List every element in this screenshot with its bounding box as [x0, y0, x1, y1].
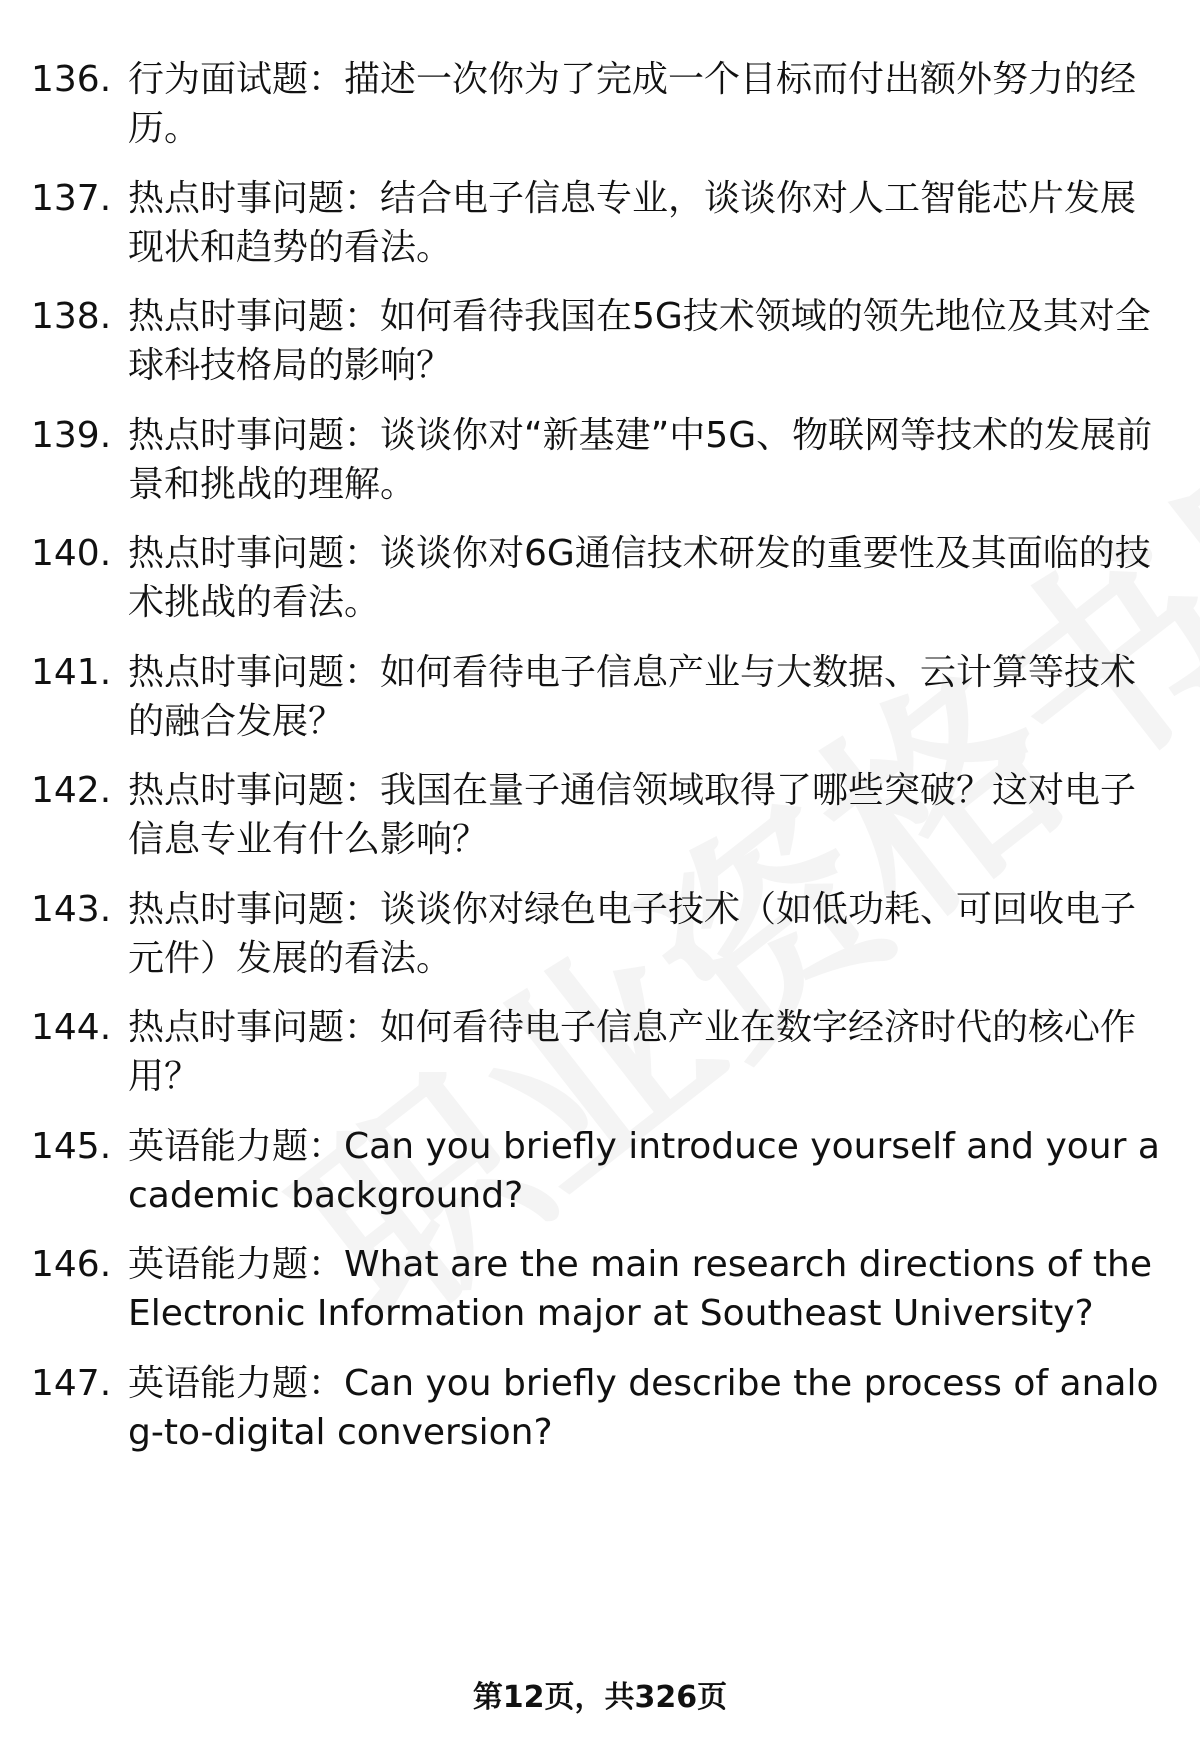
question-text: 英语能力题：What are the main research directions of the Electronic Information major at Southeast University? [128, 1244, 1152, 1334]
question-text: 英语能力题：Can you briefly introduce yourself and your academic background? [128, 1126, 1160, 1216]
page-number-footer: 第12页，共326页 [472, 1680, 728, 1715]
question-number: 138. [31, 296, 112, 337]
question-text: 英语能力题：Can you briefly describe the process of analog-to-digital conversion? [128, 1363, 1159, 1453]
question-text: 热点时事问题：结合电子信息专业，谈谈你对人工智能芯片发展现状和趋势的看法。 [128, 178, 1137, 268]
question-number: 140. [31, 533, 112, 574]
question-number: 144. [31, 1007, 112, 1048]
question-number: 147. [31, 1363, 112, 1404]
question-text: 热点时事问题：谈谈你对6G通信技术研发的重要性及其面临的技术挑战的看法。 [128, 533, 1151, 623]
question-text: 热点时事问题：如何看待电子信息产业与大数据、云计算等技术的融合发展？ [128, 652, 1137, 742]
question-number: 142. [31, 770, 112, 811]
question-number: 145. [31, 1126, 112, 1167]
question-text: 热点时事问题：如何看待我国在5G技术领域的领先地位及其对全球科技格局的影响？ [128, 296, 1151, 386]
question-number: 143. [31, 889, 112, 930]
question-number: 136. [31, 59, 112, 100]
question-text: 热点时事问题：我国在量子通信领域取得了哪些突破？这对电子信息专业有什么影响？ [128, 770, 1137, 860]
question-number: 146. [31, 1244, 112, 1285]
question-text: 热点时事问题：谈谈你对“新基建”中5G、物联网等技术的发展前景和挑战的理解。 [128, 415, 1153, 505]
question-text: 热点时事问题：谈谈你对绿色电子技术（如低功耗、可回收电子元件）发展的看法。 [128, 889, 1137, 979]
question-number: 137. [31, 178, 112, 219]
question-text: 行为面试题：描述一次你为了完成一个目标而付出额外努力的经历。 [128, 59, 1137, 149]
question-number: 139. [31, 415, 112, 456]
question-text: 热点时事问题：如何看待电子信息产业在数字经济时代的核心作用？ [128, 1007, 1137, 1097]
question-number: 141. [31, 652, 112, 693]
